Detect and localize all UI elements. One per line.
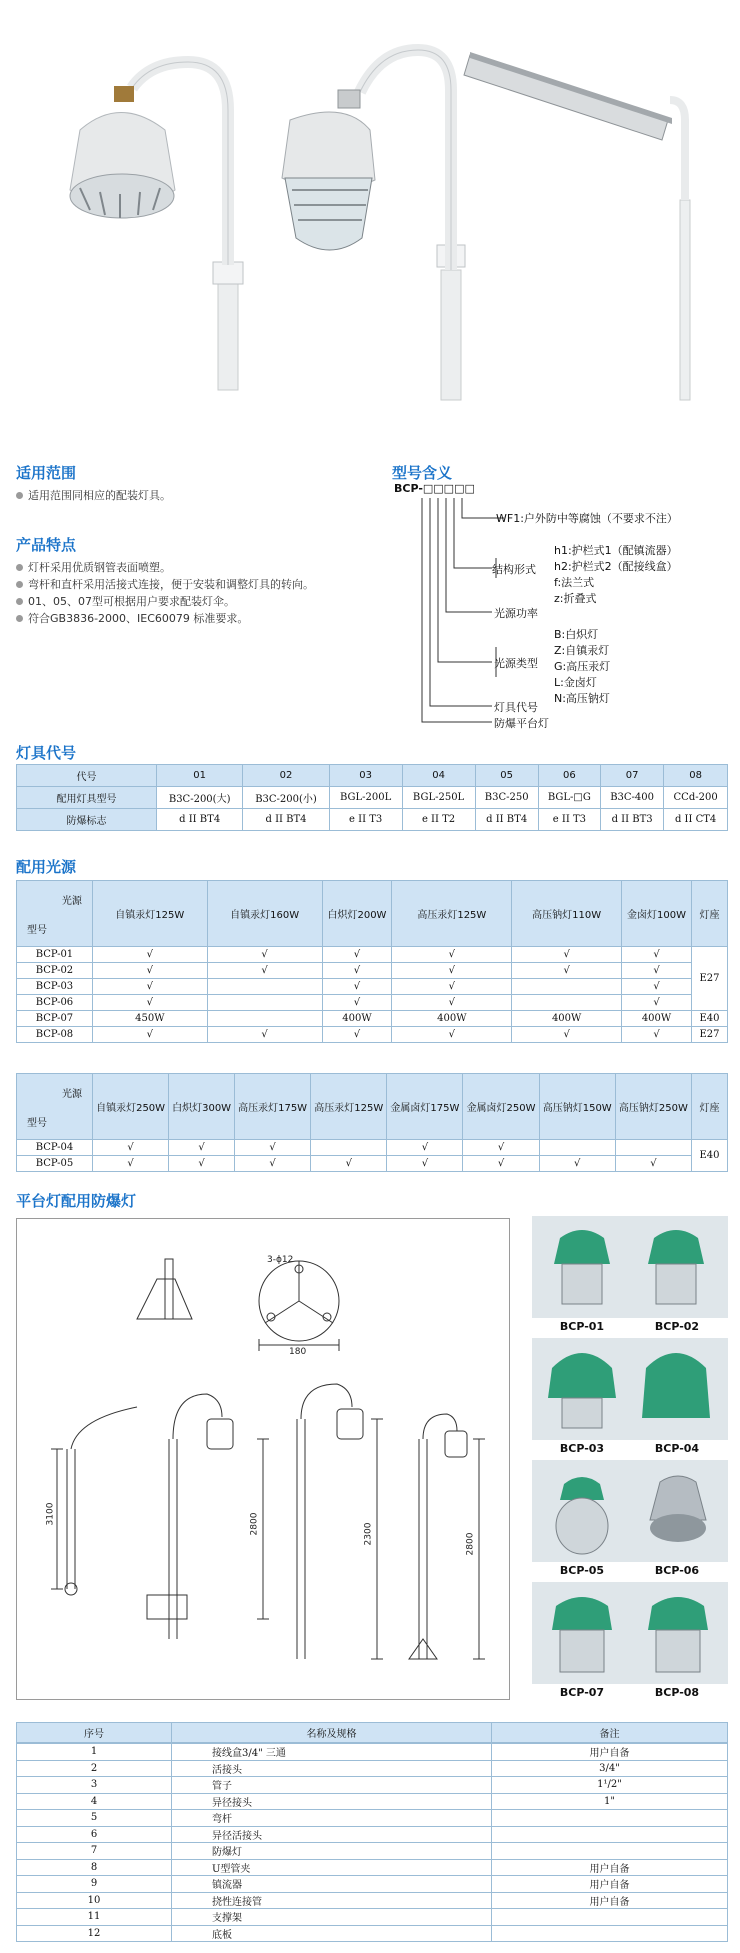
- light-source-table-1: [16, 880, 728, 1043]
- table-cell: 2: [17, 1760, 172, 1777]
- model-structure-label: 结构形式: [492, 563, 536, 576]
- table-header: 03: [329, 765, 402, 787]
- feature-item: [16, 559, 386, 576]
- model-structure-list: [554, 542, 678, 606]
- technical-drawing: [16, 1218, 510, 1700]
- lamp-code-table: [16, 764, 728, 831]
- table-cell: [207, 1011, 322, 1027]
- table-cell: BGL-250L: [402, 787, 475, 809]
- table-cell: E40: [691, 1011, 727, 1027]
- table-cell: 挠性连接管: [172, 1892, 492, 1909]
- table-header: 金属卤灯175W: [387, 1074, 463, 1140]
- applicable-range-text: 适用范围同相应的配装灯具。: [28, 489, 171, 502]
- table-header: 白炽灯300W: [169, 1074, 235, 1140]
- table-cell: 1¹/2": [492, 1777, 728, 1794]
- table-row: [17, 809, 728, 831]
- table-cell: 配用灯具型号: [17, 787, 157, 809]
- table-cell: √: [622, 947, 692, 963]
- table-cell: BGL-200L: [329, 787, 402, 809]
- table-header: 01: [157, 765, 243, 787]
- feature-text: 弯杆和直杆采用活接式连接，便于安装和调整灯具的转向。: [28, 578, 314, 591]
- table-cell: E27: [691, 947, 727, 1011]
- table-cell: [492, 1843, 728, 1860]
- table-cell: [539, 1140, 615, 1156]
- table-cell: √: [392, 963, 512, 979]
- drawing-height-3: 2300: [363, 1522, 374, 1546]
- table-row: [17, 1156, 728, 1172]
- table-cell: B3C-400: [600, 787, 663, 809]
- bullet-icon: [16, 564, 23, 571]
- table-cell: 12: [17, 1925, 172, 1942]
- model-platform-label: 防爆平台灯: [494, 717, 549, 730]
- table-cell: √: [322, 979, 392, 995]
- source-type-item: G:高压汞灯: [554, 660, 611, 673]
- table-cell: √: [207, 1027, 322, 1043]
- feature-item: [16, 576, 386, 593]
- structure-item: h1:护栏式1（配镇流器）: [554, 544, 678, 557]
- table-cell: 7: [17, 1843, 172, 1860]
- table-cell: √: [512, 947, 622, 963]
- table-cell: √: [387, 1156, 463, 1172]
- table-header: 自镇汞灯125W: [92, 881, 207, 947]
- table-cell: 接线盒3/4" 三通: [172, 1744, 492, 1761]
- lamp-thumb-row-3: [532, 1460, 728, 1562]
- table-cell: BCP-01: [17, 947, 93, 963]
- table-cell: √: [322, 995, 392, 1011]
- table-cell: E40: [692, 1140, 728, 1172]
- table-cell: BCP-04: [17, 1140, 93, 1156]
- table-cell: [207, 979, 322, 995]
- table-cell: √: [392, 1027, 512, 1043]
- table-header: 高压钠灯110W: [512, 881, 622, 947]
- drawing-height-4: 2800: [465, 1532, 476, 1556]
- table-cell: B3C-200(小): [243, 787, 329, 809]
- table-cell: d II CT4: [664, 809, 728, 831]
- table-cell: 450W: [92, 1011, 207, 1027]
- model-source-type-list: [554, 626, 610, 706]
- drawing-holes: 3-ϕ12: [267, 1255, 294, 1265]
- hero-photo: [0, 0, 740, 440]
- lamp-thumb-row-1: [532, 1216, 728, 1318]
- table-row: [17, 947, 728, 963]
- table-row: [17, 1843, 728, 1860]
- model-source-type-label: 光源类型: [494, 657, 538, 670]
- table-cell: √: [392, 995, 512, 1011]
- table-row: [17, 1011, 728, 1027]
- table-cell: BCP-07: [17, 1011, 93, 1027]
- table-cell: √: [463, 1140, 539, 1156]
- table-cell: 8: [17, 1859, 172, 1876]
- parts-table: [16, 1722, 728, 1743]
- applicable-range-item: [16, 487, 386, 504]
- table-cell: √: [322, 947, 392, 963]
- table-cell: 5: [17, 1810, 172, 1827]
- table-cell: 9: [17, 1876, 172, 1893]
- lamp-label-bcp-01: BCP-01: [559, 1320, 605, 1333]
- table-cell: √: [622, 1027, 692, 1043]
- table-cell: √: [392, 947, 512, 963]
- structure-item: f:法兰式: [554, 576, 595, 589]
- table-cell: B3C-250: [475, 787, 538, 809]
- table-cell: B3C-200(大): [157, 787, 243, 809]
- parts-table-body: [16, 1743, 728, 1942]
- table-cell: 400W: [392, 1011, 512, 1027]
- model-meaning-title: 型号含义: [392, 464, 453, 482]
- table-cell: [615, 1140, 691, 1156]
- table-cell: BCP-03: [17, 979, 93, 995]
- table-cell: 活接头: [172, 1760, 492, 1777]
- table-cell: √: [92, 963, 207, 979]
- table-cell: 用户自备: [492, 1744, 728, 1761]
- table-header: 白炽灯200W: [322, 881, 392, 947]
- platform-lamp-title: 平台灯配用防爆灯: [16, 1192, 137, 1210]
- bullet-icon: [16, 492, 23, 499]
- model-power-label: 光源功率: [494, 607, 538, 620]
- table-header: 自镇汞灯160W: [207, 881, 322, 947]
- table-header: 序号: [17, 1723, 172, 1743]
- table-header: 金属卤灯250W: [463, 1074, 539, 1140]
- drawing-base-dim: 180: [289, 1347, 307, 1357]
- table-cell: √: [169, 1140, 235, 1156]
- lamp-gallery: [532, 1216, 728, 1706]
- table-cell: d II BT3: [600, 809, 663, 831]
- table-row: [17, 1744, 728, 1761]
- table-cell: [512, 979, 622, 995]
- table-cell: √: [92, 979, 207, 995]
- table-cell: 400W: [622, 1011, 692, 1027]
- model-wf1: WF1:户外防中等腐蚀（不要求不注）: [496, 512, 678, 525]
- drawing-height-1: 3100: [45, 1502, 56, 1526]
- table-cell: 6: [17, 1826, 172, 1843]
- table-cell: BGL-□G: [538, 787, 600, 809]
- table-cell: BCP-06: [17, 995, 93, 1011]
- table-cell: √: [539, 1156, 615, 1172]
- lamp-thumb-row-4: [532, 1582, 728, 1684]
- lamp-label-bcp-02: BCP-02: [654, 1320, 700, 1333]
- table-cell: √: [622, 979, 692, 995]
- table-cell: d II BT4: [157, 809, 243, 831]
- source-type-item: Z:自镇汞灯: [554, 644, 610, 657]
- table-header: 灯座: [691, 881, 727, 947]
- table-cell: √: [322, 963, 392, 979]
- lamp-code-title: 灯具代号: [16, 744, 77, 762]
- table-row: [17, 787, 728, 809]
- table-row: [17, 1140, 728, 1156]
- table-row: [17, 995, 728, 1011]
- table-cell: 11: [17, 1909, 172, 1926]
- table-row: [17, 1723, 728, 1743]
- feature-text: 符合GB3836-2000、IEC60079 标准要求。: [28, 612, 249, 625]
- lamp-label-bcp-07: BCP-07: [559, 1686, 605, 1699]
- bullet-icon: [16, 615, 23, 622]
- table-row: [17, 1074, 728, 1140]
- table-header: 高压汞灯125W: [311, 1074, 387, 1140]
- table-cell: [492, 1925, 728, 1942]
- table-cell: 用户自备: [492, 1859, 728, 1876]
- table-cell: √: [235, 1140, 311, 1156]
- table-cell: 1": [492, 1793, 728, 1810]
- table-header: 代号: [17, 765, 157, 787]
- table-cell: 底板: [172, 1925, 492, 1942]
- table-cell: √: [322, 1027, 392, 1043]
- table-cell: 400W: [322, 1011, 392, 1027]
- corner-top: 光源: [61, 895, 82, 907]
- table-cell: 10: [17, 1892, 172, 1909]
- source-type-item: L:金卤灯: [554, 676, 597, 689]
- table-row: [17, 1892, 728, 1909]
- table-cell: √: [169, 1156, 235, 1172]
- table-cell: 防爆标志: [17, 809, 157, 831]
- corner-bottom: 型号: [27, 1117, 47, 1129]
- table-cell: E27: [691, 1027, 727, 1043]
- feature-item: [16, 593, 386, 610]
- table-cell: 支撑架: [172, 1909, 492, 1926]
- table-header: 06: [538, 765, 600, 787]
- table-header: 备注: [492, 1723, 728, 1743]
- table-row: [17, 1925, 728, 1942]
- table-cell: e II T3: [538, 809, 600, 831]
- table-cell: 400W: [512, 1011, 622, 1027]
- table-header: 金卤灯100W: [622, 881, 692, 947]
- table-cell: 防爆灯: [172, 1843, 492, 1860]
- light-source-table-2: [16, 1073, 728, 1172]
- bullet-icon: [16, 598, 23, 605]
- lamp-label-bcp-05: BCP-05: [559, 1564, 605, 1577]
- table-cell: 异径接头: [172, 1793, 492, 1810]
- table-cell: √: [207, 947, 322, 963]
- table-row: [17, 1777, 728, 1794]
- table-row: [17, 1859, 728, 1876]
- table-cell: 异径活接头: [172, 1826, 492, 1843]
- applicable-range-title: 适用范围: [16, 464, 77, 482]
- table-header: 自镇汞灯250W: [93, 1074, 169, 1140]
- table-cell: √: [622, 963, 692, 979]
- table-cell: √: [392, 979, 512, 995]
- table-cell: [492, 1909, 728, 1926]
- table-cell: U型管夹: [172, 1859, 492, 1876]
- table-cell: √: [463, 1156, 539, 1172]
- table-header: 02: [243, 765, 329, 787]
- table-cell: e II T2: [402, 809, 475, 831]
- table-cell: √: [93, 1156, 169, 1172]
- table-header: 高压汞灯125W: [392, 881, 512, 947]
- table-cell: 用户自备: [492, 1876, 728, 1893]
- table-cell: [512, 995, 622, 1011]
- table-header: 高压钠灯150W: [539, 1074, 615, 1140]
- table-cell: √: [92, 947, 207, 963]
- table-cell: e II T3: [329, 809, 402, 831]
- table-header: 名称及规格: [172, 1723, 492, 1743]
- table-cell: BCP-08: [17, 1027, 93, 1043]
- model-meaning-diagram: [392, 462, 732, 742]
- table-header: 08: [664, 765, 728, 787]
- bullet-icon: [16, 581, 23, 588]
- table-row: [17, 1810, 728, 1827]
- table-cell: √: [622, 995, 692, 1011]
- model-lamp-code-label: 灯具代号: [494, 701, 538, 714]
- table-cell: d II BT4: [475, 809, 538, 831]
- table-cell: BCP-05: [17, 1156, 93, 1172]
- lamp-label-bcp-06: BCP-06: [654, 1564, 700, 1577]
- table-cell: √: [92, 1027, 207, 1043]
- table-cell: 镇流器: [172, 1876, 492, 1893]
- table-cell: [207, 995, 322, 1011]
- table-cell: √: [311, 1156, 387, 1172]
- corner-top: 光源: [62, 1088, 82, 1100]
- lamp-thumb-row-2: [532, 1338, 728, 1440]
- table-cell: √: [615, 1156, 691, 1172]
- source-type-item: N:高压钠灯: [554, 692, 610, 705]
- table-cell: 3/4": [492, 1760, 728, 1777]
- table-cell: d II BT4: [243, 809, 329, 831]
- table-cell: √: [93, 1140, 169, 1156]
- table-row: [17, 1909, 728, 1926]
- table-corner: [17, 881, 93, 947]
- table-row: [17, 979, 728, 995]
- model-code: BCP-□□□□□: [394, 482, 475, 495]
- feature-text: 01、05、07型可根据用户要求配装灯伞。: [28, 595, 235, 608]
- table-header: 04: [402, 765, 475, 787]
- feature-text: 灯杆采用优质钢管表面喷塑。: [28, 561, 171, 574]
- table-row: [17, 1826, 728, 1843]
- table-cell: √: [92, 995, 207, 1011]
- table-cell: 1: [17, 1744, 172, 1761]
- table-cell: 管子: [172, 1777, 492, 1794]
- table-cell: √: [512, 1027, 622, 1043]
- product-features-list: [16, 559, 386, 627]
- table-cell: 3: [17, 1777, 172, 1794]
- table-corner: [17, 1074, 93, 1140]
- table-cell: CCd-200: [664, 787, 728, 809]
- source-type-item: B:白炽灯: [554, 628, 599, 641]
- feature-item: [16, 610, 386, 627]
- table-cell: 用户自备: [492, 1892, 728, 1909]
- table-row: [17, 1876, 728, 1893]
- table-cell: √: [235, 1156, 311, 1172]
- table-row: [17, 963, 728, 979]
- table-header: 05: [475, 765, 538, 787]
- table-cell: [492, 1810, 728, 1827]
- table-header: 高压汞灯175W: [235, 1074, 311, 1140]
- light-source-title: 配用光源: [16, 858, 77, 876]
- corner-bottom: 型号: [27, 924, 47, 936]
- lamp-label-bcp-08: BCP-08: [654, 1686, 700, 1699]
- structure-item: z:折叠式: [554, 592, 597, 605]
- lamp-label-bcp-03: BCP-03: [559, 1442, 605, 1455]
- table-cell: √: [387, 1140, 463, 1156]
- table-row: [17, 1793, 728, 1810]
- table-cell: [311, 1140, 387, 1156]
- table-cell: √: [207, 963, 322, 979]
- product-features-title: 产品特点: [16, 536, 77, 554]
- table-cell: [492, 1826, 728, 1843]
- table-cell: 弯杆: [172, 1810, 492, 1827]
- drawing-height-2: 2800: [249, 1512, 260, 1536]
- table-row: [17, 1760, 728, 1777]
- table-header: 灯座: [692, 1074, 728, 1140]
- structure-item: h2:护栏式2（配接线盒）: [554, 560, 678, 573]
- lamp-label-bcp-04: BCP-04: [654, 1442, 700, 1455]
- table-cell: BCP-02: [17, 963, 93, 979]
- table-cell: 4: [17, 1793, 172, 1810]
- table-row: [17, 881, 728, 947]
- table-cell: √: [512, 963, 622, 979]
- table-header: 07: [600, 765, 663, 787]
- table-header: 高压钠灯250W: [615, 1074, 691, 1140]
- table-row: [17, 1027, 728, 1043]
- table-row: [17, 765, 728, 787]
